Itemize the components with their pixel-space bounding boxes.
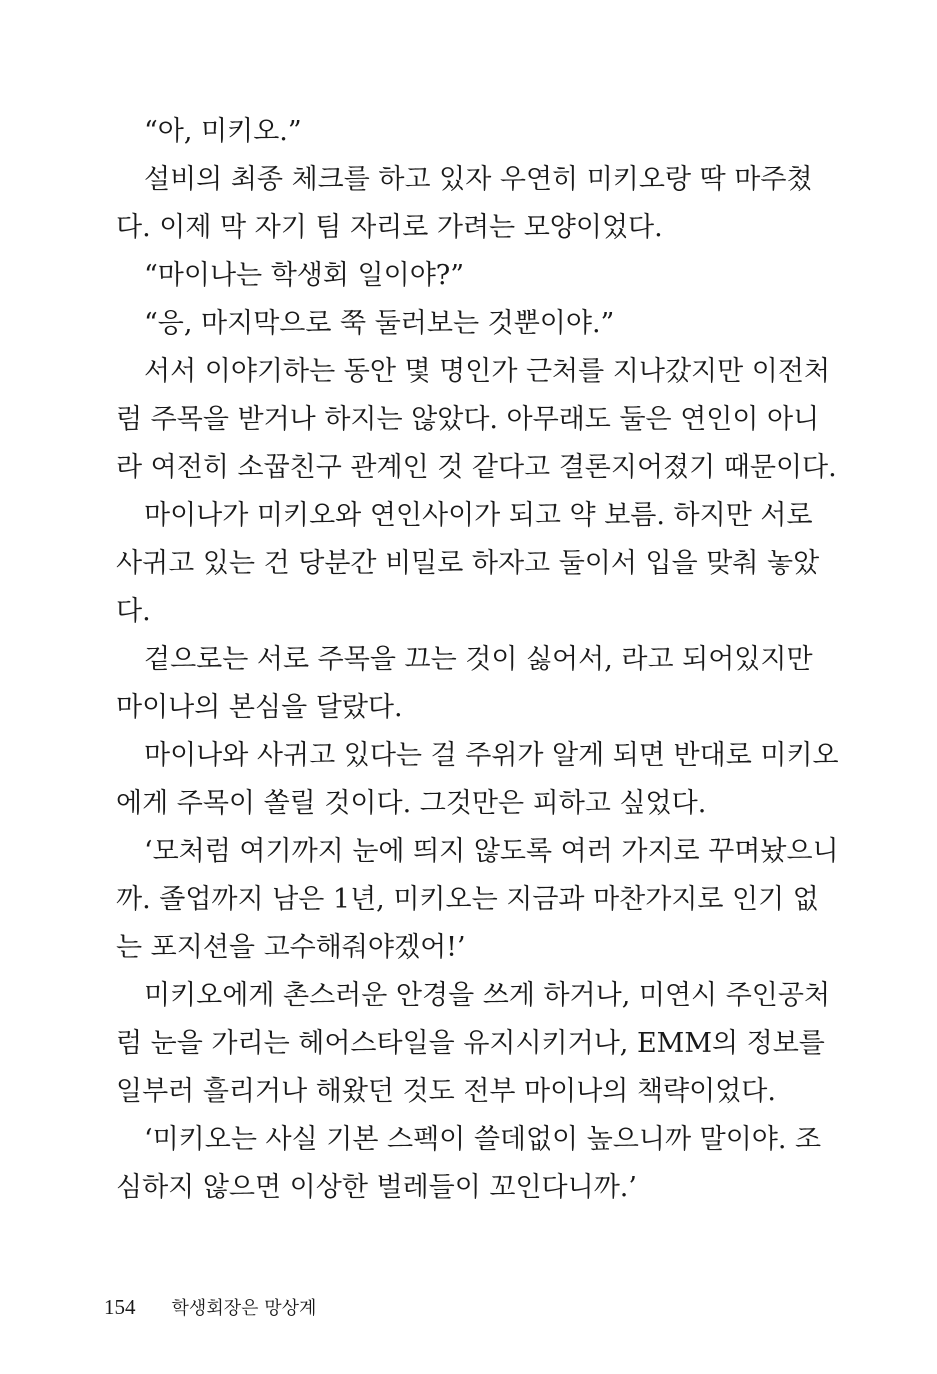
text-line: 럼 주목을 받거나 하지는 않았다. 아무래도 둘은 연인이 아니 — [116, 404, 820, 435]
text-line: 미키오에게 촌스러운 안경을 쓰게 하거나, 미연시 주인공처 — [144, 980, 831, 1011]
text-line: ‘모처럼 여기까지 눈에 띄지 않도록 여러 가지로 꾸며놨으니 — [144, 836, 839, 867]
text-line: 마이나와 사귀고 있다는 걸 주위가 알게 되면 반대로 미키오 — [144, 740, 839, 771]
text-line: 심하지 않으면 이상한 벌레들이 꼬인다니까.’ — [116, 1172, 637, 1203]
page-number: 154 — [104, 1295, 136, 1319]
text-line: “아, 미키오.” — [144, 116, 302, 147]
text-line: 다. — [116, 596, 151, 627]
text-line: 사귀고 있는 건 당분간 비밀로 하자고 둘이서 입을 맞춰 놓았 — [116, 548, 820, 579]
text-line: 에게 주목이 쏠릴 것이다. 그것만은 피하고 싶었다. — [116, 788, 707, 819]
text-line: ‘미키오는 사실 기본 스펙이 쓸데없이 높으니까 말이야. 조 — [144, 1124, 822, 1155]
text-line: “응, 마지막으로 쭉 둘러보는 것뿐이야.” — [144, 308, 615, 339]
book-title: 학생회장은 망상계 — [171, 1298, 317, 1319]
page-footer — [104, 1294, 316, 1322]
body-text — [116, 108, 839, 1212]
text-line: 라 여전히 소꿉친구 관계인 것 같다고 결론지어졌기 때문이다. — [116, 452, 837, 483]
text-line: 다. 이제 막 자기 팀 자리로 가려는 모양이었다. — [116, 212, 663, 243]
text-line: 일부러 흘리거나 해왔던 것도 전부 마이나의 책략이었다. — [116, 1076, 776, 1107]
text-line: 마이나가 미키오와 연인사이가 되고 약 보름. 하지만 서로 — [144, 500, 813, 531]
text-line: 겉으로는 서로 주목을 끄는 것이 싫어서, 라고 되어있지만 — [144, 644, 813, 675]
text-line: 럼 눈을 가리는 헤어스타일을 유지시키거나, EMM의 정보를 — [116, 1028, 825, 1059]
text-line: 마이나의 본심을 달랐다. — [116, 692, 403, 723]
text-line: 서서 이야기하는 동안 몇 명인가 근처를 지나갔지만 이전처 — [144, 356, 831, 387]
text-line: 까. 졸업까지 남은 1년, 미키오는 지금과 마찬가지로 인기 없 — [116, 884, 819, 915]
text-line: “마이나는 학생회 일이야?” — [144, 260, 465, 291]
text-line: 설비의 최종 체크를 하고 있자 우연히 미키오랑 딱 마주쳤 — [144, 164, 813, 195]
text-line: 는 포지션을 고수해줘야겠어!’ — [116, 932, 466, 963]
